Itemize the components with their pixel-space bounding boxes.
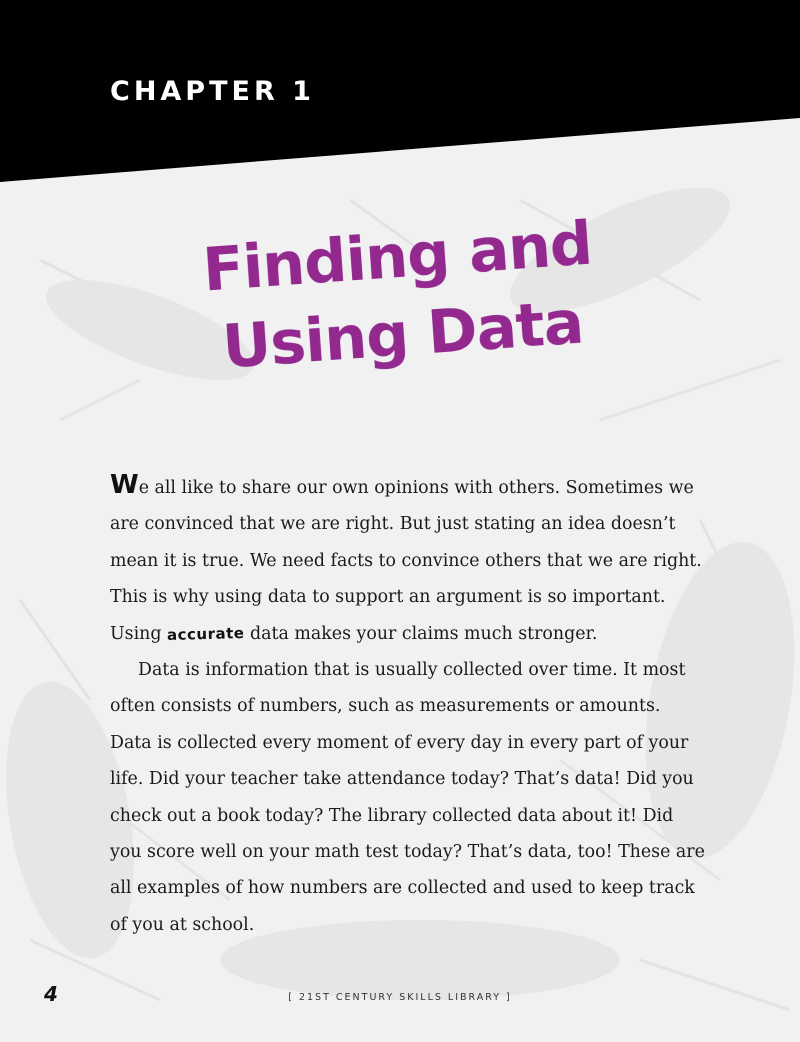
chapter-label: CHAPTER 1 [110, 76, 315, 107]
paragraph-1-text-a: e all like to share our own opinions with others. Sometimes we are convinced that we are right. But just stating an idea doesn’t mean it is true. We need facts to convince others that we are right. This is why using data to support an argument is so important. Using [110, 478, 702, 644]
paragraph-1 [110, 467, 705, 652]
glossary-keyword: accurate [166, 623, 245, 644]
footer-series-title: [ 21ST CENTURY SKILLS LIBRARY ] [288, 992, 512, 1003]
body-text [110, 467, 705, 943]
chapter-title-line-2: Using Data [220, 287, 586, 383]
chapter-title-line-1: Finding and [200, 208, 594, 306]
paragraph-2: Data is information that is usually collected over time. It most often consists of numbers, such as measurements or amounts. Data is collected every moment of every day in every part of your life. Did your teacher take attendance today? That’s data! Did you check out a book today? The library collected data about it! Did you score well on your math test today? That’s data, too! These are all examples of how numbers are collected and used to keep track of you at school. [110, 660, 705, 935]
drop-cap: W [110, 470, 139, 500]
paragraph-1-text-b: data makes your claims much stronger. [244, 623, 598, 644]
page-number: 4 [44, 982, 58, 1006]
